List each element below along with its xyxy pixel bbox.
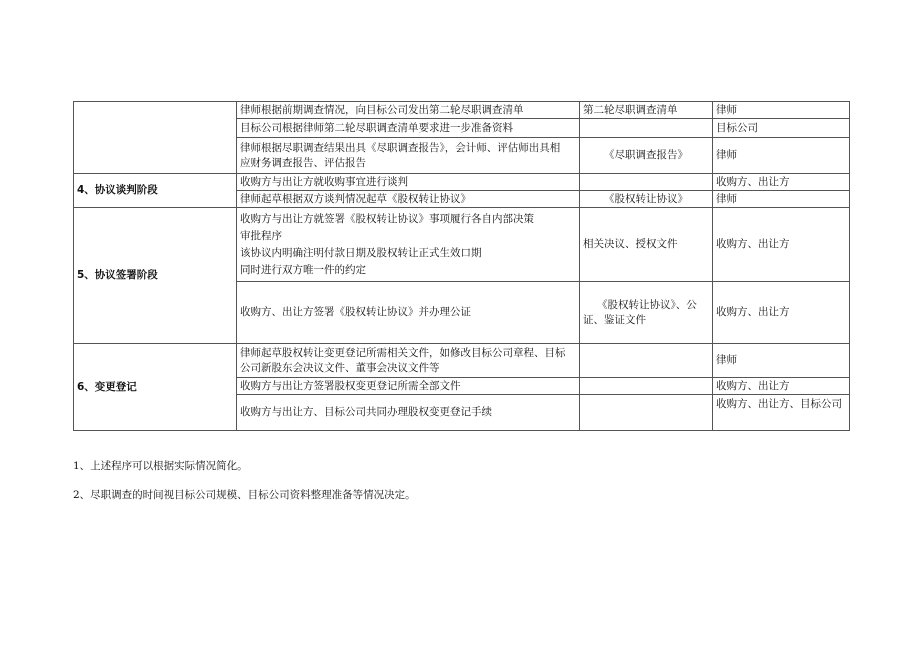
stage-label: 4、协议谈判阶段: [74, 174, 237, 208]
party-cell: 律师: [713, 138, 850, 174]
stage-label: 6、变更登记: [74, 344, 237, 431]
notes: [73, 459, 416, 517]
document-cell: [580, 174, 713, 191]
content-cell: 收购方、出让方签署《股权转让协议》并办理公证: [237, 282, 580, 344]
document-cell: [580, 119, 713, 138]
document-cell: 《股权转让协议》: [580, 191, 713, 208]
document-cell: 《尽职调查报告》: [580, 138, 713, 174]
party-cell: 收购方、出让方: [713, 378, 850, 395]
content-cell: 收购方与出让方签署股权变更登记所需全部文件: [237, 378, 580, 395]
document-cell: 相关决议、授权文件: [580, 208, 713, 282]
party-cell: 收购方、出让方: [713, 282, 850, 344]
content-cell: 律师起草股权转让变更登记所需相关文件，如修改目标公司章程、目标 公司新股东会决议文件、董事会决议文件等: [237, 344, 580, 378]
party-cell: 律师: [713, 102, 850, 119]
content-cell: 收购方与出让方、目标公司共同办理股权变更登记手续: [237, 395, 580, 431]
party-cell: 收购方、出让方: [713, 174, 850, 191]
content-cell: 律师根据尽职调查结果出具《尽职调查报告》，会计师、评估师出具相 应财务调查报告、评估报告: [237, 138, 580, 174]
document-cell: 第二轮尽职调查清单: [580, 102, 713, 119]
stage-cell: [74, 102, 237, 174]
content-cell: 律师起草根据双方谈判情况起草《股权转让协议》: [237, 191, 580, 208]
table-row: [74, 102, 850, 119]
document-cell: [580, 395, 713, 431]
party-cell: 目标公司: [713, 119, 850, 138]
document-cell: [580, 344, 713, 378]
content-cell: 收购方与出让方就签署《股权转让协议》事项履行各自内部决策 审批程序 该协议内明确注明付款日期及股权转让正式生效口期 同时进行双方唯一件的约定: [237, 208, 580, 282]
party-cell: 收购方、出让方: [713, 208, 850, 282]
party-cell: 律师: [713, 191, 850, 208]
party-cell: 律师: [713, 344, 850, 378]
table-row: [74, 208, 850, 282]
stage-label: 5、协议签署阶段: [74, 208, 237, 344]
document-cell: 《股权转让协议》、公 证、鉴证文件: [580, 282, 713, 344]
procedure-table: [73, 101, 850, 431]
document-cell: [580, 378, 713, 395]
note-item: 1、上述程序可以根据实际情况简化。: [73, 460, 248, 472]
table-row: [74, 174, 850, 191]
party-cell: 收购方、出让方、目标公司: [713, 395, 850, 431]
content-cell: 收购方与出让方就收购事宜进行谈判: [237, 174, 580, 191]
note-item: 2、尽职调查的时间视目标公司规模、目标公司资料整理准备等情况决定。: [73, 489, 416, 501]
table-row: [74, 344, 850, 378]
content-cell: 律师根据前期调查情况，向目标公司发出第二轮尽职调查清单: [237, 102, 580, 119]
content-cell: 目标公司根据律师第二轮尽职调查清单要求进一步准备资料: [237, 119, 580, 138]
